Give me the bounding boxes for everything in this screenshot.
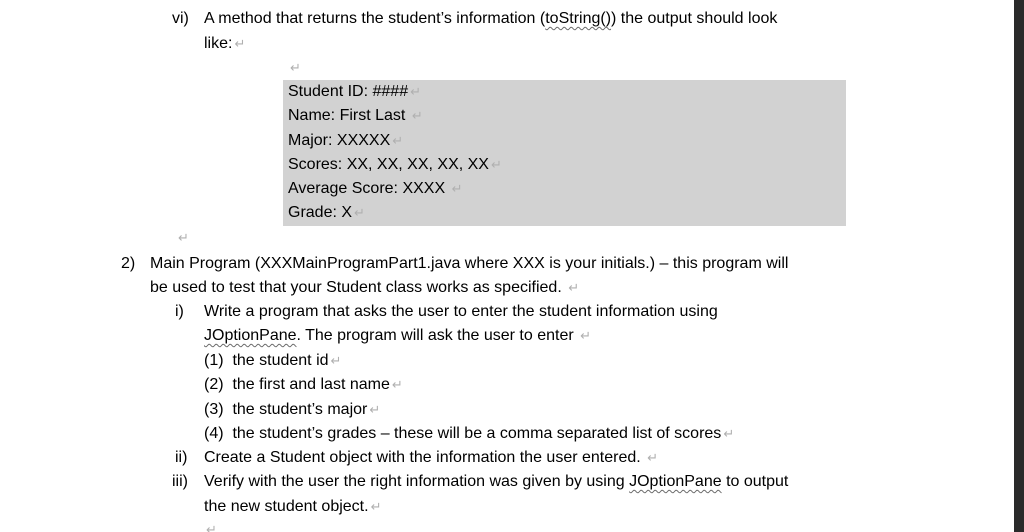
item-ii-marker: ii) xyxy=(175,449,188,466)
paragraph-mark: ↵ xyxy=(391,377,403,392)
paragraph-mark: ↵ xyxy=(580,328,592,343)
output-line-average xyxy=(288,179,462,199)
subitem-marker: (1) xyxy=(204,352,224,369)
subitem-3 xyxy=(204,400,380,420)
item-i-text: . The program will ask the user to enter xyxy=(296,327,574,344)
section-2-text: be used to test that your Student class works as specified. xyxy=(150,279,562,296)
subitem-2 xyxy=(204,375,403,395)
item-i-marker: i) xyxy=(175,303,184,320)
empty-paragraph xyxy=(204,520,217,532)
tostring-method: toString() xyxy=(545,10,612,27)
subitem-marker: (2) xyxy=(204,376,224,393)
output-line-grade xyxy=(288,203,365,223)
item-ii-text: Create a Student object with the information the user entered. xyxy=(204,449,641,466)
joptionpane-term: JOptionPane xyxy=(204,327,297,344)
item-iii-line2 xyxy=(204,497,381,517)
empty-paragraph xyxy=(288,58,301,78)
paragraph-mark: ↵ xyxy=(647,450,659,465)
joptionpane-term: JOptionPane xyxy=(629,473,722,490)
subitem-text: the first and last name xyxy=(232,376,390,393)
item-vi-continuation: like: xyxy=(204,35,233,52)
subitem-4 xyxy=(204,424,734,444)
paragraph-mark: ↵ xyxy=(369,402,381,417)
output-line-name xyxy=(288,106,423,126)
item-iii-line1 xyxy=(204,472,788,492)
output-text: Name: First Last xyxy=(288,107,406,124)
output-line-scores xyxy=(288,155,502,175)
item-vi-text-after: ) the output should look xyxy=(611,10,778,27)
item-i-line2 xyxy=(204,326,591,346)
paragraph-mark: ↵ xyxy=(451,181,463,196)
item-iii-text: the new student object. xyxy=(204,498,369,515)
window-edge xyxy=(1014,0,1024,532)
section-2-line2 xyxy=(150,278,579,298)
item-iii-text: Verify with the user the right information was given by using xyxy=(204,473,630,490)
item-iii-marker: iii) xyxy=(172,473,188,490)
subitem-marker: (3) xyxy=(204,401,224,418)
paragraph-mark: ↵ xyxy=(490,157,502,172)
paragraph-mark: ↵ xyxy=(234,36,246,51)
item-iii-text: to output xyxy=(721,473,789,490)
paragraph-mark: ↵ xyxy=(392,133,404,148)
output-text: Scores: XX, XX, XX, XX, XX xyxy=(288,156,489,173)
item-vi-marker: vi) xyxy=(172,10,189,27)
output-text: Major: XXXXX xyxy=(288,132,391,149)
empty-paragraph xyxy=(176,228,189,248)
paragraph-mark: ↵ xyxy=(410,84,421,99)
subitem-text: the student’s major xyxy=(232,401,368,418)
section-2-marker: 2) xyxy=(121,255,136,272)
item-ii-line xyxy=(204,448,658,468)
paragraph-mark: ↵ xyxy=(370,499,382,514)
subitem-text: the student’s grades – these will be a comma separated list of scores xyxy=(232,425,722,442)
paragraph-mark: ↵ xyxy=(723,426,735,441)
paragraph-mark: ↵ xyxy=(290,60,301,75)
output-line-student-id xyxy=(288,82,421,102)
item-vi-line1 xyxy=(204,9,777,29)
paragraph-mark: ↵ xyxy=(354,205,365,220)
subitem-text: the student id xyxy=(232,352,329,369)
paragraph-mark: ↵ xyxy=(411,108,423,123)
subitem-marker: (4) xyxy=(204,425,224,442)
output-line-major xyxy=(288,131,403,151)
paragraph-mark: ↵ xyxy=(568,280,580,295)
item-i-line1: Write a program that asks the user to enter the student information using xyxy=(204,303,718,320)
item-vi-text-before: A method that returns the student’s information ( xyxy=(204,10,546,27)
output-text: Student ID: #### xyxy=(288,83,409,100)
paragraph-mark: ↵ xyxy=(178,230,189,245)
output-text: Average Score: XXXX xyxy=(288,180,446,197)
item-vi-line2 xyxy=(204,34,245,54)
output-text: Grade: X xyxy=(288,204,353,221)
paragraph-mark: ↵ xyxy=(330,353,342,368)
subitem-1 xyxy=(204,351,341,371)
section-2-line1: Main Program (XXXMainProgramPart1.java where XXX is your initials.) – this program will xyxy=(150,255,789,272)
paragraph-mark: ↵ xyxy=(206,522,217,532)
